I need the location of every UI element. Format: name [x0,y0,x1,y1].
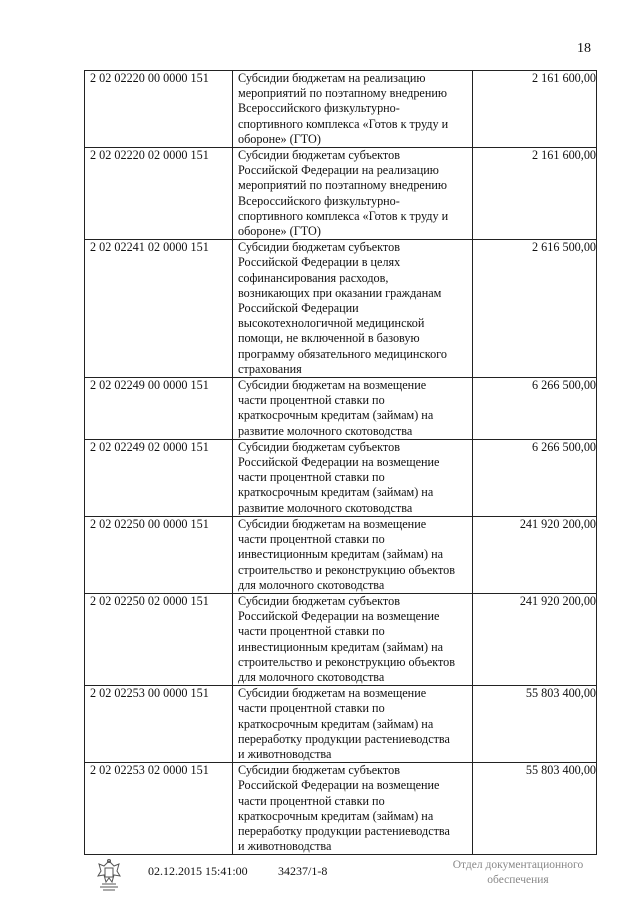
revenue-name-cell [233,763,473,855]
amount-cell: 55 803 400,00 [473,686,597,763]
revenue-name-line: Субсидии бюджетам на возмещение [238,516,427,531]
amount-cell: 6 266 500,00 [473,439,597,516]
amount-cell: 2 161 600,00 [473,71,597,148]
revenue-name-line: инвестиционным кредитам (займам) на [238,639,444,654]
revenue-name-cell [233,516,473,593]
revenue-name-line: Всероссийского физкультурно- [238,101,400,116]
revenue-name-line: Субсидии бюджетам субъектов [238,240,400,255]
amount-cell: 6 266 500,00 [473,378,597,440]
revenue-name-line: и животноводства [238,746,332,761]
revenue-name-line: части процентной ставки по [238,532,385,547]
budget-code-cell: 2 02 02250 00 0000 151 [85,516,233,593]
revenue-name-line: помощи, не включенной в базовую [238,331,420,346]
revenue-name-line: Российской Федерации на реализацию [238,163,439,178]
budget-code-cell: 2 02 02250 02 0000 151 [85,593,233,685]
revenue-name-line: краткосрочным кредитам (займам) на [238,716,434,731]
coat-of-arms-icon [94,858,124,896]
revenue-name-cell [233,439,473,516]
table-row [85,686,597,763]
revenue-name-line: для молочного скотоводства [238,669,385,684]
table-row [85,516,597,593]
department-line-2: обеспечения [487,874,549,886]
revenue-name-line: Всероссийского физкультурно- [238,193,400,208]
revenue-name-line: строительство и реконструкцию объектов [238,654,456,669]
revenue-name-line: Субсидии бюджетам субъектов [238,593,400,608]
amount-cell: 55 803 400,00 [473,763,597,855]
revenue-name-line: краткосрочным кредитам (займам) на [238,408,434,423]
revenue-name-line: инвестиционным кредитам (займам) на [238,547,444,562]
table-body [85,71,597,855]
revenue-name-cell [233,71,473,148]
table-row [85,439,597,516]
budget-revenue-table [84,70,597,855]
revenue-name-line: части процентной ставки по [238,393,385,408]
revenue-name-line: возникающих при оказании гражданам [238,285,442,300]
registration-number: 34237/1-8 [278,864,328,878]
budget-code-cell: 2 02 02249 02 0000 151 [85,439,233,516]
table-row [85,593,597,685]
page-number: 18 [577,41,591,56]
revenue-name-line: мероприятий по поэтапному внедрению [238,178,447,193]
revenue-name-line: Субсидии бюджетам субъектов [238,763,400,778]
revenue-name-line: переработку продукции растениеводства [238,823,450,838]
revenue-name-line: Российской Федерации в целях [238,255,401,270]
revenue-name-line: краткосрочным кредитам (займам) на [238,808,434,823]
revenue-name-line: Субсидии бюджетам на реализацию [238,71,426,85]
amount-cell: 241 920 200,00 [473,593,597,685]
revenue-name-cell [233,593,473,685]
revenue-name-line: софинансирования расходов, [238,270,389,285]
revenue-name-line: спортивного комплекса «Готов к труду и [238,208,449,223]
amount-cell: 241 920 200,00 [473,516,597,593]
amount-cell: 2 161 600,00 [473,148,597,240]
department-line-1: Отдел документационного [452,859,584,871]
budget-code-cell: 2 02 02253 02 0000 151 [85,763,233,855]
revenue-name-line: краткосрочным кредитам (займам) на [238,485,434,500]
revenue-name-line: обороне» (ГТО) [238,131,321,146]
revenue-name-line: переработку продукции растениеводства [238,731,450,746]
revenue-name-line: Российской Федерации на возмещение [238,609,440,624]
revenue-name-line: Российской Федерации на возмещение [238,778,440,793]
revenue-name-line: обороне» (ГТО) [238,224,321,239]
revenue-name-line: части процентной ставки по [238,624,385,639]
revenue-name-line: страхования [238,361,302,376]
revenue-name-cell [233,378,473,440]
revenue-name-line: Субсидии бюджетам на возмещение [238,378,427,393]
revenue-name-line: части процентной ставки по [238,701,385,716]
table-row [85,240,597,378]
budget-code-cell: 2 02 02249 00 0000 151 [85,378,233,440]
table-row [85,71,597,148]
revenue-name-line: Субсидии бюджетам субъектов [238,439,400,454]
revenue-name-line: спортивного комплекса «Готов к труду и [238,116,449,131]
revenue-name-line: Российской Федерации на возмещение [238,455,440,470]
print-datetime: 02.12.2015 15:41:00 [148,864,248,878]
revenue-name-line: для молочного скотоводства [238,577,385,592]
budget-code-cell: 2 02 02220 02 0000 151 [85,148,233,240]
revenue-name-line: высокотехнологичной медицинской [238,316,425,331]
amount-cell: 2 616 500,00 [473,240,597,378]
revenue-name-line: программу обязательного медицинского [238,346,447,361]
revenue-name-line: части процентной ставки по [238,470,385,485]
revenue-name-cell [233,148,473,240]
revenue-name-cell [233,240,473,378]
budget-code-cell: 2 02 02241 02 0000 151 [85,240,233,378]
document-footer [0,858,640,898]
revenue-name-line: строительство и реконструкцию объектов [238,562,456,577]
department-stamp [448,858,588,888]
table-row [85,763,597,855]
revenue-name-line: и животноводства [238,839,332,854]
revenue-name-line: Российской Федерации [238,301,359,316]
revenue-name-line: развитие молочного скотоводства [238,423,413,438]
revenue-name-line: развитие молочного скотоводства [238,500,413,515]
table-row [85,378,597,440]
revenue-name-line: Субсидии бюджетам на возмещение [238,686,427,701]
budget-code-cell: 2 02 02220 00 0000 151 [85,71,233,148]
table-row [85,148,597,240]
revenue-name-cell [233,686,473,763]
revenue-name-line: Субсидии бюджетам субъектов [238,148,400,163]
budget-code-cell: 2 02 02253 00 0000 151 [85,686,233,763]
revenue-name-line: части процентной ставки по [238,793,385,808]
revenue-name-line: мероприятий по поэтапному внедрению [238,86,447,101]
